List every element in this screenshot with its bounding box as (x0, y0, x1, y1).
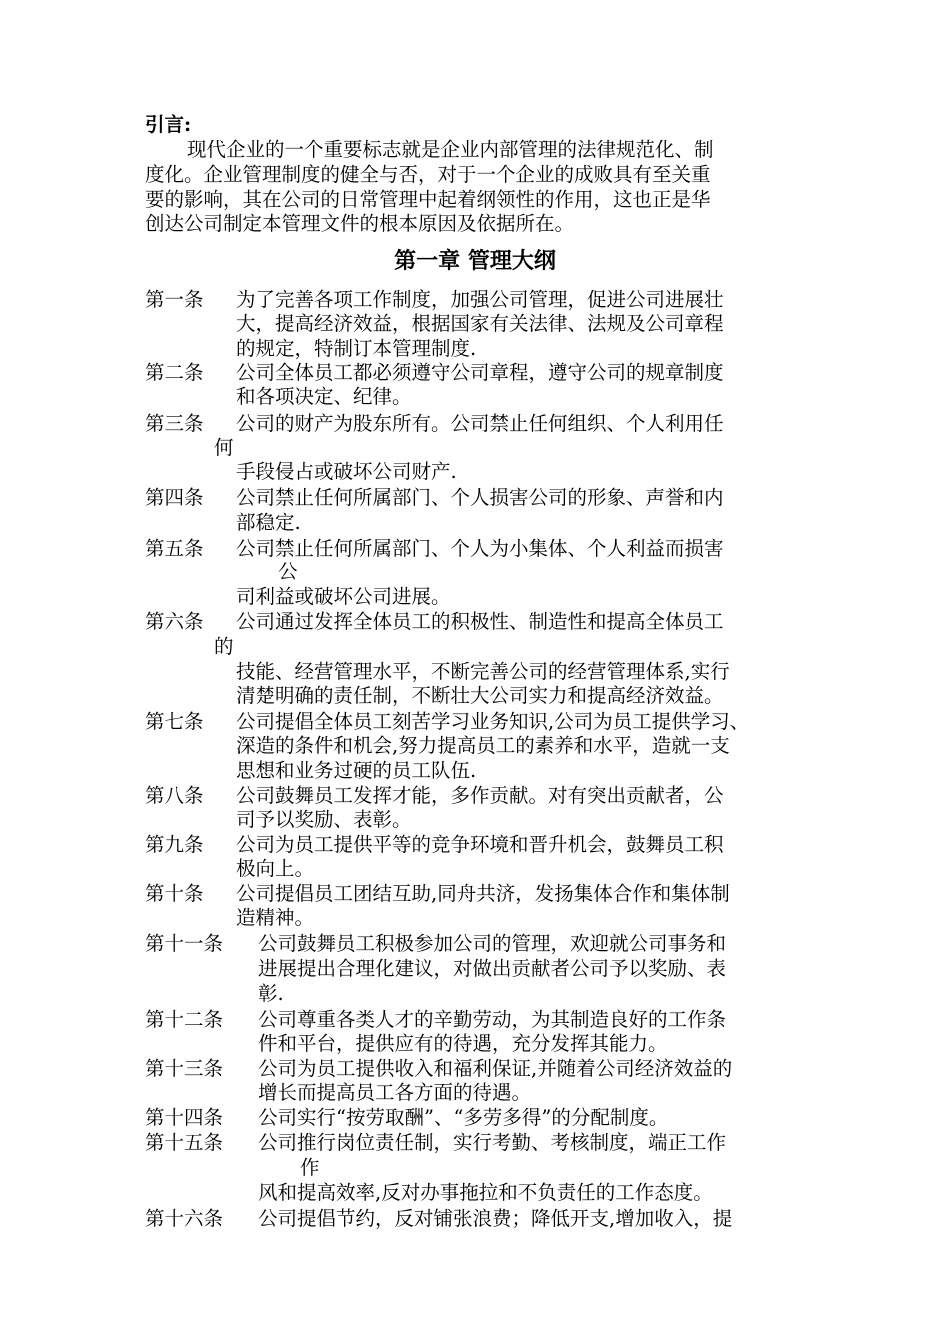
article-line: 何 (214, 436, 234, 459)
article-line: 的规定，特制订本管理制度. (236, 337, 477, 360)
article-number: 第五条 (145, 537, 204, 560)
article-number: 第十六条 (145, 1207, 224, 1230)
article-line: 大，提高经济效益，根据国家有关法律、法规及公司章程 (236, 312, 724, 335)
intro-line: 要的影响，其在公司的日常管理中起着纲领性的作用，这也正是华 (145, 188, 711, 211)
article-line: 公司通过发挥全体员工的积极性、制造性和提高全体员工 (236, 610, 724, 633)
article-line: 公司提倡员工团结互助,同舟共济，发扬集体合作和集体制 (236, 882, 730, 905)
article-line: 清楚明确的责任制，不断壮大公司实力和提高经济效益。 (236, 684, 724, 707)
article-line: 造精神。 (236, 906, 315, 929)
article-line: 进展提出合理化建议，对做出贡献者公司予以奖励、表 (258, 957, 727, 980)
article-line: 司予以奖励、表彰。 (236, 808, 412, 831)
article-line: 手段侵占或破坏公司财产. (236, 460, 457, 483)
article-line: 公司推行岗位责任制，实行考勤、考核制度，端正工作 (258, 1131, 727, 1154)
intro-line: 创达公司制定本管理文件的根本原因及依据所在。 (145, 212, 575, 235)
article-line: 公 (278, 560, 298, 583)
article-number: 第七条 (145, 710, 204, 733)
article-line: 思想和业务过硬的员工队伍. (236, 759, 477, 782)
intro-title: 引言: (145, 113, 192, 136)
article-line: 深造的条件和机会,努力提高员工的素养和水平，造就一支 (236, 734, 730, 757)
article-number: 第八条 (145, 784, 204, 807)
article-number: 第四条 (145, 486, 204, 509)
article-number: 第十二条 (145, 1008, 224, 1031)
article-line: 公司全体员工都必须遵守公司章程，遵守公司的规章制度 (236, 361, 724, 384)
intro-line: 现代企业的一个重要标志就是企业内部管理的法律规范化、制 (187, 138, 714, 161)
intro-line: 度化。企业管理制度的健全与否，对于一个企业的成败具有至关重 (145, 163, 711, 186)
article-line: 部稳定. (236, 511, 301, 534)
article-line: 增长而提高员工各方面的待遇。 (258, 1081, 532, 1104)
article-line: 公司为员工提供平等的竞争环境和晋升机会，鼓舞员工积 (236, 833, 724, 856)
article-line: 公司鼓舞员工积极参加公司的管理，欢迎就公司事务和 (258, 932, 727, 955)
article-number: 第一条 (145, 288, 204, 311)
article-line: 公司尊重各类人才的辛勤劳动，为其制造良好的工作条 (258, 1008, 727, 1031)
article-number: 第十条 (145, 882, 204, 905)
article-line: 公司实行“按劳取酬”、“多劳多得”的分配制度。 (258, 1106, 669, 1129)
article-line: 公司禁止任何所属部门、个人为小集体、个人利益而损害 (236, 537, 724, 560)
article-line: 为了完善各项工作制度，加强公司管理，促进公司进展壮 (236, 288, 724, 311)
article-line: 的 (214, 635, 234, 658)
article-line: 公司鼓舞员工发挥才能，多作贡献。对有突出贡献者，公 (236, 784, 724, 807)
article-number: 第十三条 (145, 1057, 224, 1080)
article-line: 彰. (258, 982, 284, 1005)
article-number: 第十五条 (145, 1131, 224, 1154)
article-line: 和各项决定、纪律。 (236, 385, 412, 408)
article-number: 第九条 (145, 833, 204, 856)
article-line: 公司为员工提供收入和福利保证,并随着公司经济效益的 (258, 1057, 733, 1080)
article-number: 第十四条 (145, 1106, 224, 1129)
article-number: 第十一条 (145, 932, 224, 955)
article-line: 公司禁止任何所属部门、个人损害公司的形象、声誉和内 (236, 486, 724, 509)
article-number: 第六条 (145, 610, 204, 633)
article-line: 极向上。 (236, 857, 315, 880)
article-number: 第二条 (145, 361, 204, 384)
article-line: 风和提高效率,反对办事拖拉和不负责任的工作态度。 (258, 1181, 713, 1204)
article-line: 技能、经营管理水平，不断完善公司的经营管理体系,实行 (236, 660, 730, 683)
article-line: 公司的财产为股东所有。公司禁止任何组织、个人利用任 (236, 412, 724, 435)
article-line: 公司提倡全体员工刻苦学习业务知识,公司为员工提供学习、 (236, 710, 750, 733)
article-line: 司利益或破坏公司进展。 (236, 585, 451, 608)
article-line: 件和平台，提供应有的待遇，充分发挥其能力。 (258, 1032, 668, 1055)
article-number: 第三条 (145, 412, 204, 435)
article-line: 公司提倡节约，反对铺张浪费；降低开支,增加收入，提 (258, 1207, 733, 1230)
article-line: 作 (300, 1156, 320, 1179)
chapter-title: 第一章 管理大纲 (394, 249, 556, 274)
